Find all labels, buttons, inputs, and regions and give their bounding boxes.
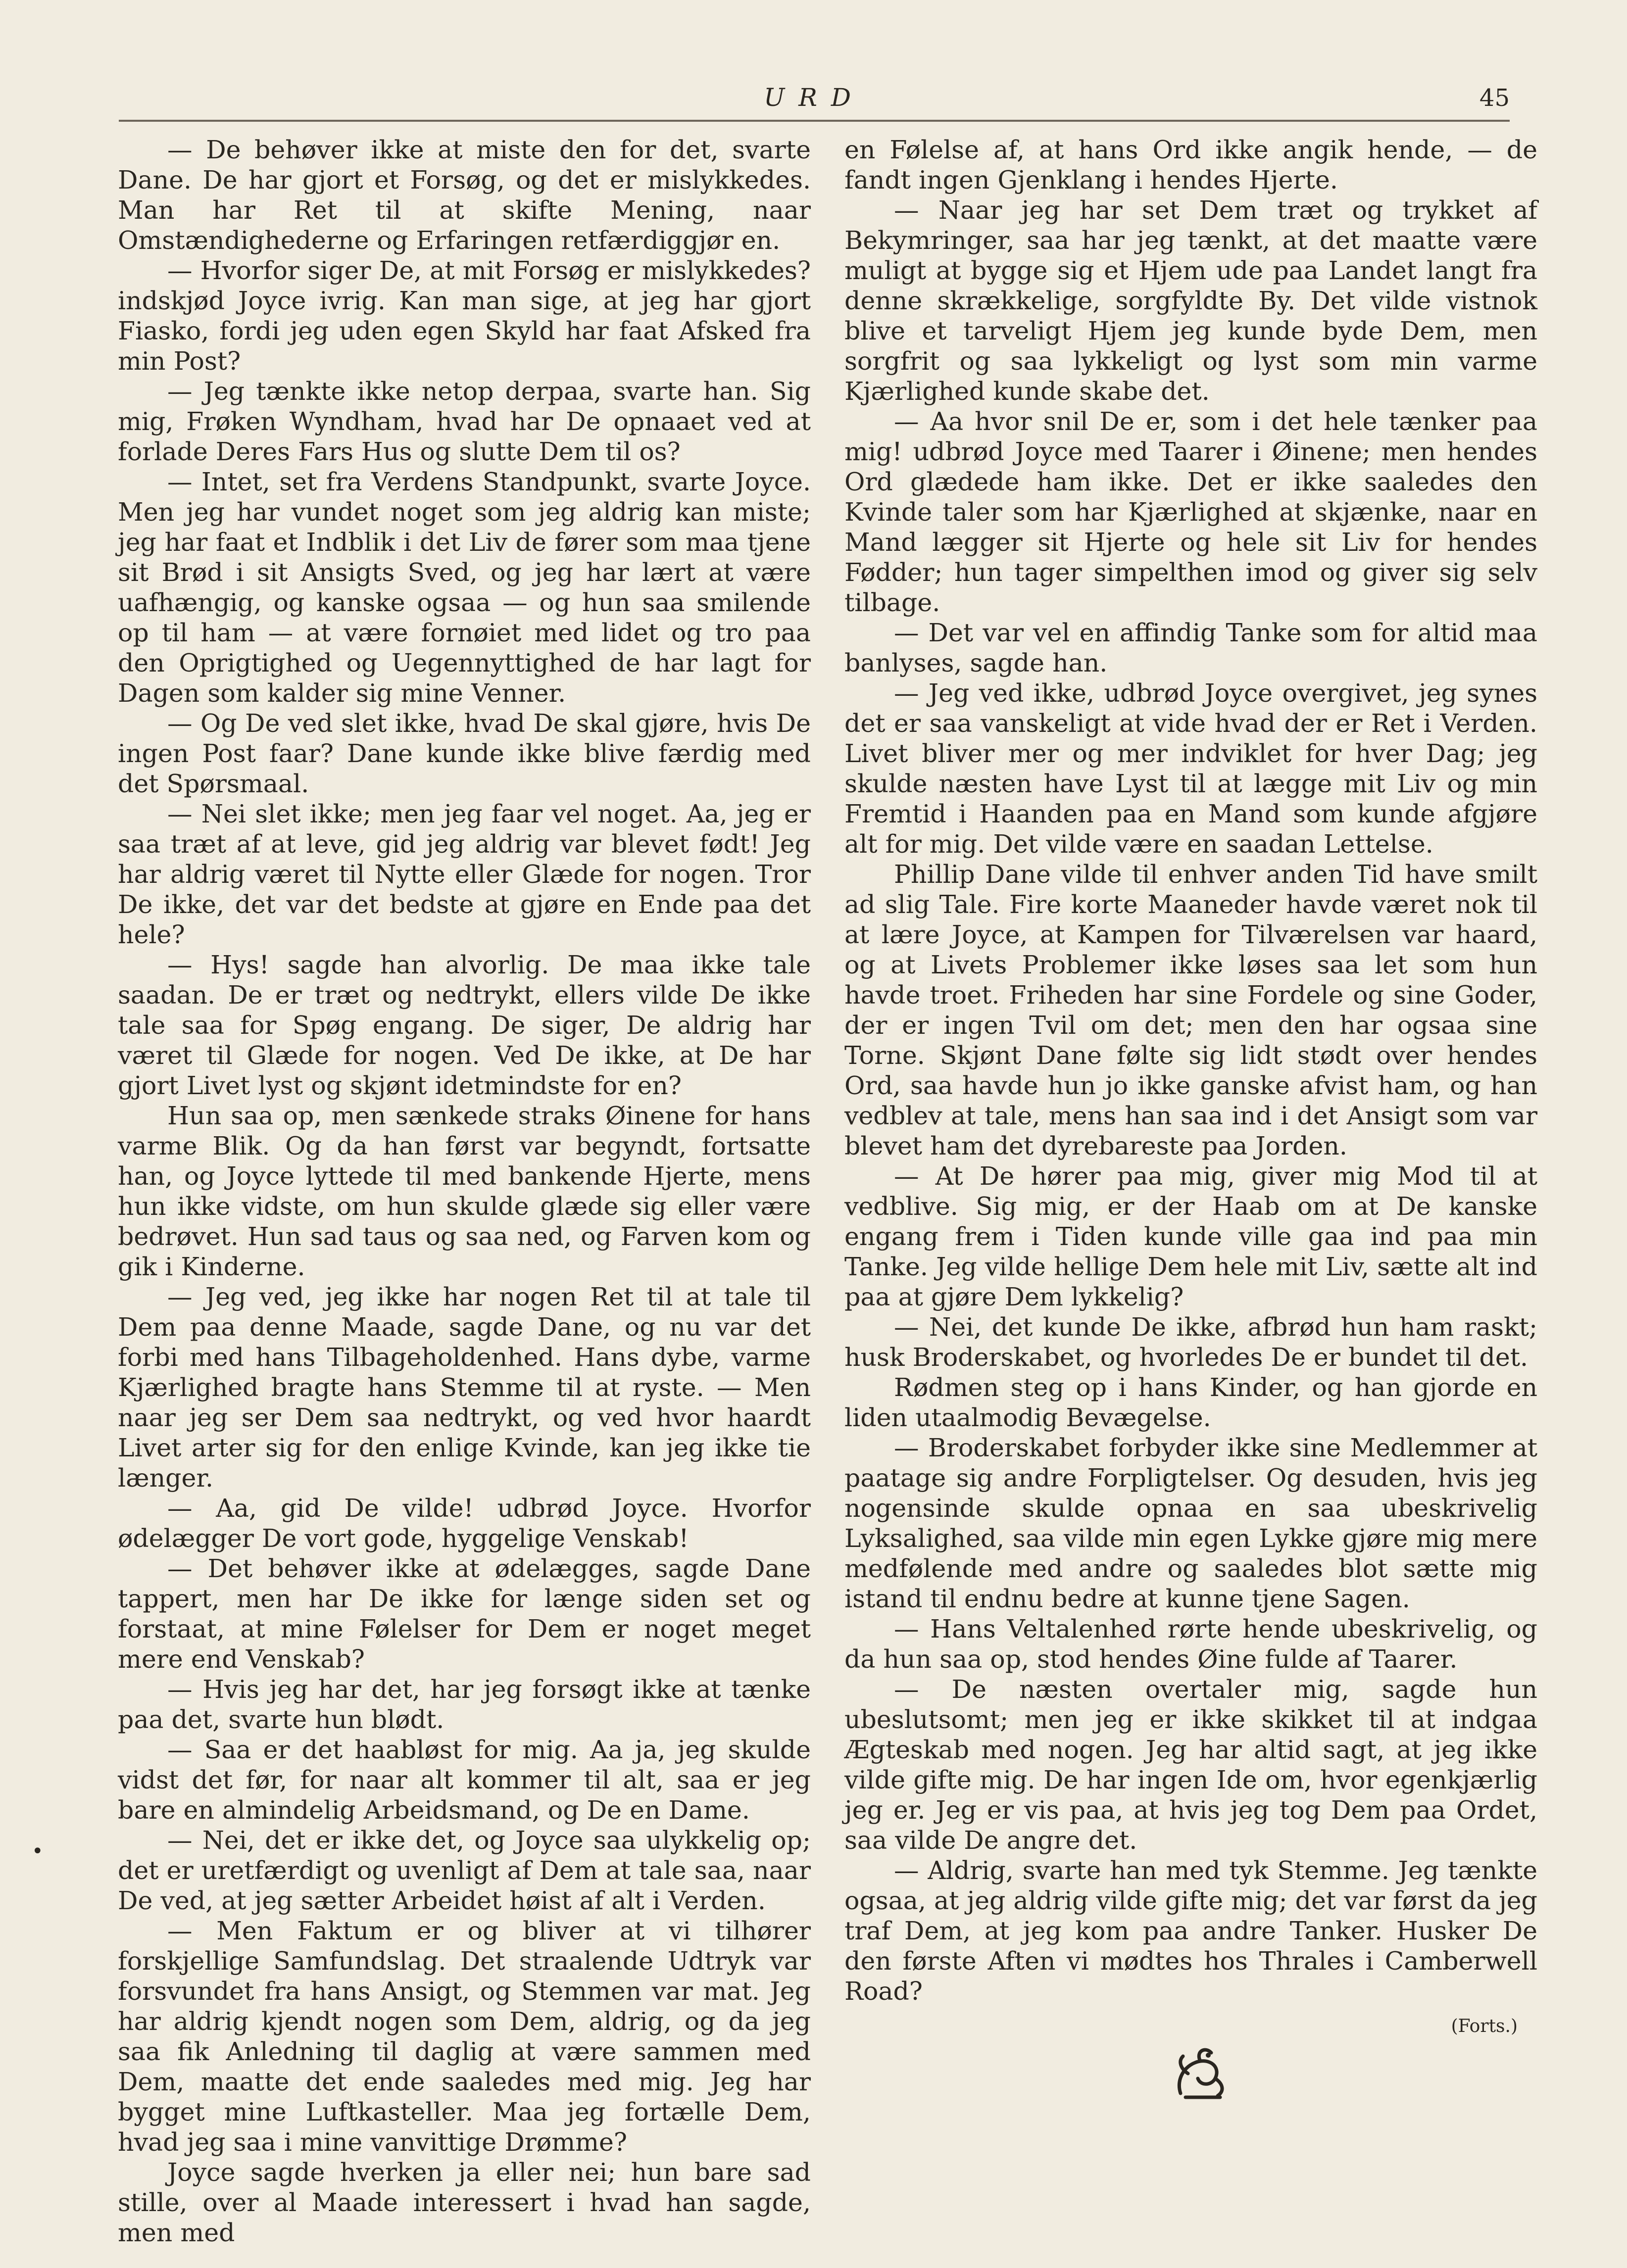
paragraph: — Og De ved slet ikke, hvad De skal gjøre, hvis De ingen Post faar? Dane kunde ikke blive færdig med det Spørsmaal.	[118, 709, 811, 798]
right-column	[844, 135, 1537, 2041]
left-column	[118, 135, 811, 2248]
paragraph: — Hvis jeg har det, har jeg forsøgt ikke at tænke paa det, svarte hun blødt.	[118, 1675, 811, 1734]
page-number: 45	[1479, 84, 1510, 112]
paragraph: — Jeg ved, jeg ikke har nogen Ret til at tale til Dem paa denne Maade, sagde Dane, og nu var det forbi med hans Tilbageholdenhed. Hans dybe, varme Kjærlighed bragte hans Stemme til at ryste. — Men naar jeg ser Dem saa nedtrykt, og ved hvor haardt Livet arter sig for den enlige Kvinde, kan jeg ikke tie længer.	[118, 1282, 811, 1493]
paragraph: — Broderskabet forbyder ikke sine Medlemmer at paatage sig andre Forpligtelser. Og desuden, hvis jeg nogensinde skulde opnaa en saa ubeskrivelig Lyksalighed, saa vilde min egen Lykke gjøre mig mere medfølende med andre og saaledes blot sætte mig istand til endnu bedre at kunne tjene Sagen.	[844, 1433, 1537, 1613]
paragraph: Rødmen steg op i hans Kinder, og han gjorde en liden utaalmodig Bevægelse.	[844, 1373, 1537, 1432]
paragraph: — Jeg tænkte ikke netop derpaa, svarte han. Sig mig, Frøken Wyndham, hvad har De opnaaet ved at forlade Deres Fars Hus og slutte Dem til os?	[118, 377, 811, 466]
paragraph: — Aa, gid De vilde! udbrød Joyce. Hvorfor ødelægger De vort gode, hyggelige Venskab!	[118, 1494, 811, 1553]
page-header	[119, 79, 1510, 124]
margin-mark: •	[32, 1840, 44, 1863]
paragraph: — Det behøver ikke at ødelægges, sagde Dane tappert, men har De ikke for længe siden set og forstaat, at mine Følelser for Dem er noget meget mere end Venskab?	[118, 1554, 811, 1674]
paragraph: — De næsten overtaler mig, sagde hun ubeslutsomt; men jeg er ikke skikket til at indgaa Ægteskab med nogen. Jeg har altid sagt, at jeg ikke vilde gifte mig. De har ingen Ide om, hvor egenkjærlig jeg er. Jeg er vis paa, at hvis jeg tog Dem paa Ordet, saa vilde De angre det.	[844, 1675, 1537, 1855]
paragraph: — Hans Veltalenhed rørte hende ubeskrivelig, og da hun saa op, stod hendes Øine fulde af Taarer.	[844, 1614, 1537, 1674]
paragraph: — Det var vel en affindig Tanke som for altid maa banlyses, sagde han.	[844, 618, 1537, 677]
paragraph: — Nei slet ikke; men jeg faar vel noget. Aa, jeg er saa træt af at leve, gid jeg aldrig var blevet født! Jeg har aldrig været til Nytte eller Glæde for nogen. Tror De ikke, det var det bedste at gjøre en Ende paa det hele?	[118, 799, 811, 949]
journal-title: URD	[764, 83, 865, 112]
paragraph: Hun saa op, men sænkede straks Øinene for hans varme Blik. Og da han først var begyndt, fortsatte han, og Joyce lyttede til med bankende Hjerte, mens hun ikke vidste, om hun skulde glæde sig eller være bedrøvet. Hun sad taus og saa ned, og Farven kom og gik i Kinderne.	[118, 1101, 811, 1281]
paragraph: — Aldrig, svarte han med tyk Stemme. Jeg tænkte ogsaa, at jeg aldrig vilde gifte mig; det var først da jeg traf Dem, at jeg kom paa andre Tanker. Husker De den første Aften vi mødtes hos Thrales i Camberwell Road?	[844, 1856, 1537, 2006]
paragraph: — Naar jeg har set Dem træt og trykket af Bekymringer, saa har jeg tænkt, at det maatte være muligt at bygge sig et Hjem ude paa Landet langt fra denne skrækkelige, sorgfyldte By. Det vilde vistnok blive et tarveligt Hjem jeg kunde byde Dem, men sorgfrit og saa lykkeligt og lyst som min varme Kjærlighed kunde skabe det.	[844, 195, 1537, 406]
paragraph: — At De hører paa mig, giver mig Mod til at vedblive. Sig mig, er der Haab om at De kanske engang frem i Tiden kunde ville gaa ind paa min Tanke. Jeg vilde hellige Dem hele mit Liv, sætte alt ind paa at gjøre Dem lykkelig?	[844, 1161, 1537, 1311]
paragraph: — Hys! sagde han alvorlig. De maa ikke tale saadan. De er træt og nedtrykt, ellers vilde De ikke tale saa for Spøg engang. De siger, De aldrig har været til Glæde for nogen. Ved De ikke, at De har gjort Livet lyst og skjønt idetmindste for en?	[118, 950, 811, 1100]
paragraph: — Nei, det kunde De ikke, afbrød hun ham raskt; husk Broderskabet, og hvorledes De er bundet til det.	[844, 1312, 1537, 1372]
paragraph: Phillip Dane vilde til enhver anden Tid have smilt ad slig Tale. Fire korte Maaneder havde været nok til at lære Joyce, at Kampen for Tilværelsen var haard, og at Livets Problemer ikke løses saa let som hun havde troet. Friheden har sine Fordele og sine Goder, der er ingen Tvil om det; men den har ogsaa sine Torne. Skjønt Dane følte sig lidt stødt over hendes Ord, saa havde hun jo ikke ganske afvist ham, og han vedblev at tale, mens han saa ind i det Ansigt som var blevet ham det dyrebareste paa Jorden.	[844, 860, 1537, 1160]
paragraph: — Men Faktum er og bliver at vi tilhører forskjellige Samfundslag. Det straalende Udtryk var forsvundet fra hans Ansigt, og Stemmen var mat. Jeg har aldrig kjendt nogen som Dem, aldrig, og da jeg saa fik Anledning til daglig at være sammen med Dem, maatte det ende saaledes med mig. Jeg har bygget mine Luftkasteller. Maa jeg fortælle Dem, hvad jeg saa i mine vanvittige Drømme?	[118, 1916, 811, 2157]
paragraph: — Nei, det er ikke det, og Joyce saa ulykkelig op; det er uretfærdigt og uvenligt af Dem at tale saa, naar De ved, at jeg sætter Arbeidet høist af alt i Verden.	[118, 1826, 811, 1915]
dragon-vignette-icon	[1166, 2039, 1235, 2108]
paragraph: — Intet, set fra Verdens Standpunkt, svarte Joyce. Men jeg har vundet noget som jeg aldrig kan miste; jeg har faat et Indblik i det Liv de fører som maa tjene sit Brød i sit Ansigts Sved, og jeg har lært at være uafhængig, og kanske ogsaa — og hun saa smilende op til ham — at være fornøiet med lidet og tro paa den Oprigtighed og Uegennyttighed de har lagt for Dagen som kalder sig mine Venner.	[118, 467, 811, 708]
paragraph: — Jeg ved ikke, udbrød Joyce overgivet, jeg synes det er saa vanskeligt at vide hvad der er Ret i Verden. Livet bliver mer og mer indviklet for hver Dag; jeg skulde næsten have Lyst til at lægge mit Liv og min Fremtid i Haanden paa en Mand som kunde afgjøre alt for mig. Det vilde være en saadan Lettelse.	[844, 678, 1537, 859]
header-rule	[119, 120, 1510, 122]
paragraph: — De behøver ikke at miste den for det, svarte Dane. De har gjort et Forsøg, og det er mislykkedes. Man har Ret til at skifte Mening, naar Omstændighederne og Erfaringen retfærdiggjør en.	[118, 135, 811, 255]
paragraph: en Følelse af, at hans Ord ikke angik hende, — de fandt ingen Gjenklang i hendes Hjerte.	[844, 135, 1537, 194]
paragraph: Joyce sagde hverken ja eller nei; hun bare sad stille, over al Maade interessert i hvad han sagde, men med	[118, 2158, 811, 2247]
paragraph: — Saa er det haabløst for mig. Aa ja, jeg skulde vidst det før, for naar alt kommer til alt, saa er jeg bare en almindelig Arbeidsmand, og De en Dame.	[118, 1735, 811, 1825]
paragraph: — Hvorfor siger De, at mit Forsøg er mislykkedes? indskjød Joyce ivrig. Kan man sige, at jeg har gjort Fiasko, fordi jeg uden egen Skyld har faat Afsked fra min Post?	[118, 256, 811, 376]
paragraph: — Aa hvor snil De er, som i det hele tænker paa mig! udbrød Joyce med Taarer i Øinene; men hendes Ord glædede ham ikke. Det er ikke saaledes den Kvinde taler som har Kjærlighed at skjænke, naar en Mand lægger sit Hjerte og hele sit Liv for hendes Fødder; hun tager simpelthen imod og giver sig selv tilbage.	[844, 407, 1537, 617]
continued-note: (Forts.)	[1451, 2016, 1518, 2036]
